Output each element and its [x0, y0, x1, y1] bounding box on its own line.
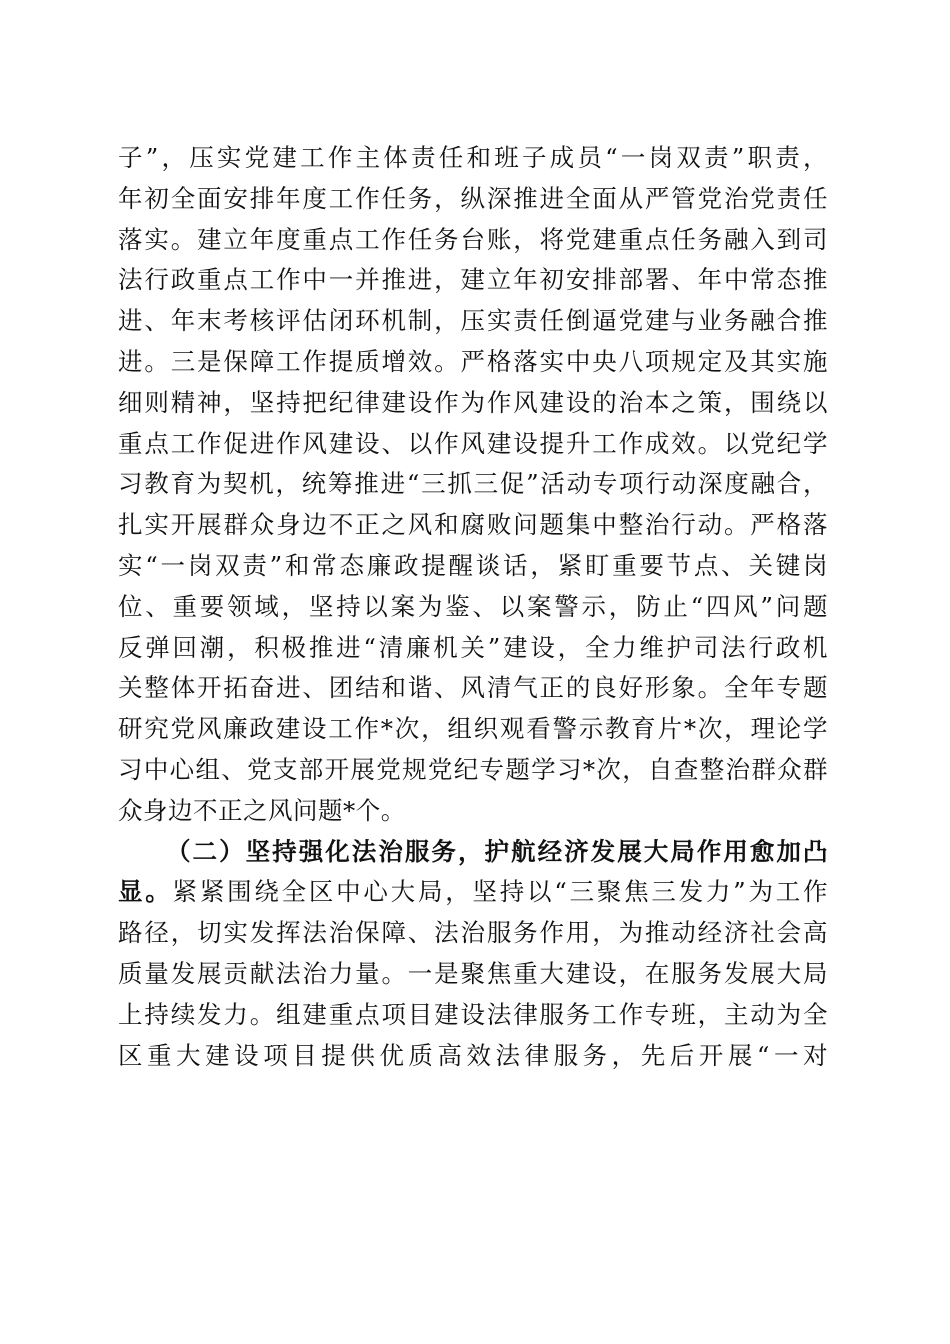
text-line: 研究党风廉政建设工作*次，组织观看警示教育片*次，理论学 — [118, 714, 828, 744]
text-line: 路径，切实发挥法治保障、法治服务作用，为推动经济社会高 — [118, 918, 828, 948]
text-line: 反弹回潮，积极推进“清廉机关”建设，全力维护司法行政机 — [118, 632, 828, 662]
text-line: 细则精神，坚持把纪律建设作为作风建设的治本之策，围绕以 — [118, 387, 828, 417]
text-line: 进。三是保障工作提质增效。严格落实中央八项规定及其实施 — [118, 346, 828, 376]
text-line: 扎实开展群众身边不正之风和腐败问题集中整治行动。严格落 — [118, 510, 828, 540]
text-line: 关整体开拓奋进、团结和谐、风清气正的良好形象。全年专题 — [118, 673, 828, 703]
text-line: 习教育为契机，统筹推进“三抓三促”活动专项行动深度融合， — [118, 469, 828, 499]
text-line: 质量发展贡献法治力量。一是聚焦重大建设，在服务发展大局 — [118, 958, 828, 988]
text-line: 位、重要领域，坚持以案为鉴、以案警示，防止“四风”问题 — [118, 591, 828, 621]
text-line: 落实。建立年度重点工作任务台账，将党建重点任务融入到司 — [118, 224, 828, 254]
text-line: 区重大建设项目提供优质高效法律服务，先后开展“一对 — [118, 1040, 828, 1070]
text-line: 上持续发力。组建重点项目建设法律服务工作专班，主动为全 — [118, 999, 828, 1029]
section-heading-continuation — [118, 872, 828, 913]
text-line: 实“一岗双责”和常态廉政提醒谈话，紧盯重要节点、关键岗 — [118, 550, 828, 580]
text-line: 年初全面安排年度工作任务，纵深推进全面从严管党治党责任 — [118, 183, 828, 213]
text-span: 紧紧围绕全区中心大局，坚持以“三聚焦三发力”为工作 — [172, 877, 828, 907]
section-heading: （二）坚持强化法治服务，护航经济发展大局作用愈加凸 — [166, 836, 828, 866]
text-line: 重点工作促进作风建设、以作风建设提升工作成效。以党纪学 — [118, 428, 828, 458]
text-line: 法行政重点工作中一并推进，建立年初安排部署、年中常态推 — [118, 265, 828, 295]
text-line: 子”，压实党建工作主体责任和班子成员“一岗双责”职责， — [118, 143, 828, 172]
text-line: 习中心组、党支部开展党规党纪专题学习*次，自查整治群众群 — [118, 754, 828, 784]
section-heading-end: 显。 — [118, 877, 173, 907]
text-line: 众身边不正之风问题*个。 — [118, 795, 406, 825]
text-line: 进、年末考核评估闭环机制，压实责任倒逼党建与业务融合推 — [118, 306, 828, 336]
body-text — [118, 138, 828, 1076]
